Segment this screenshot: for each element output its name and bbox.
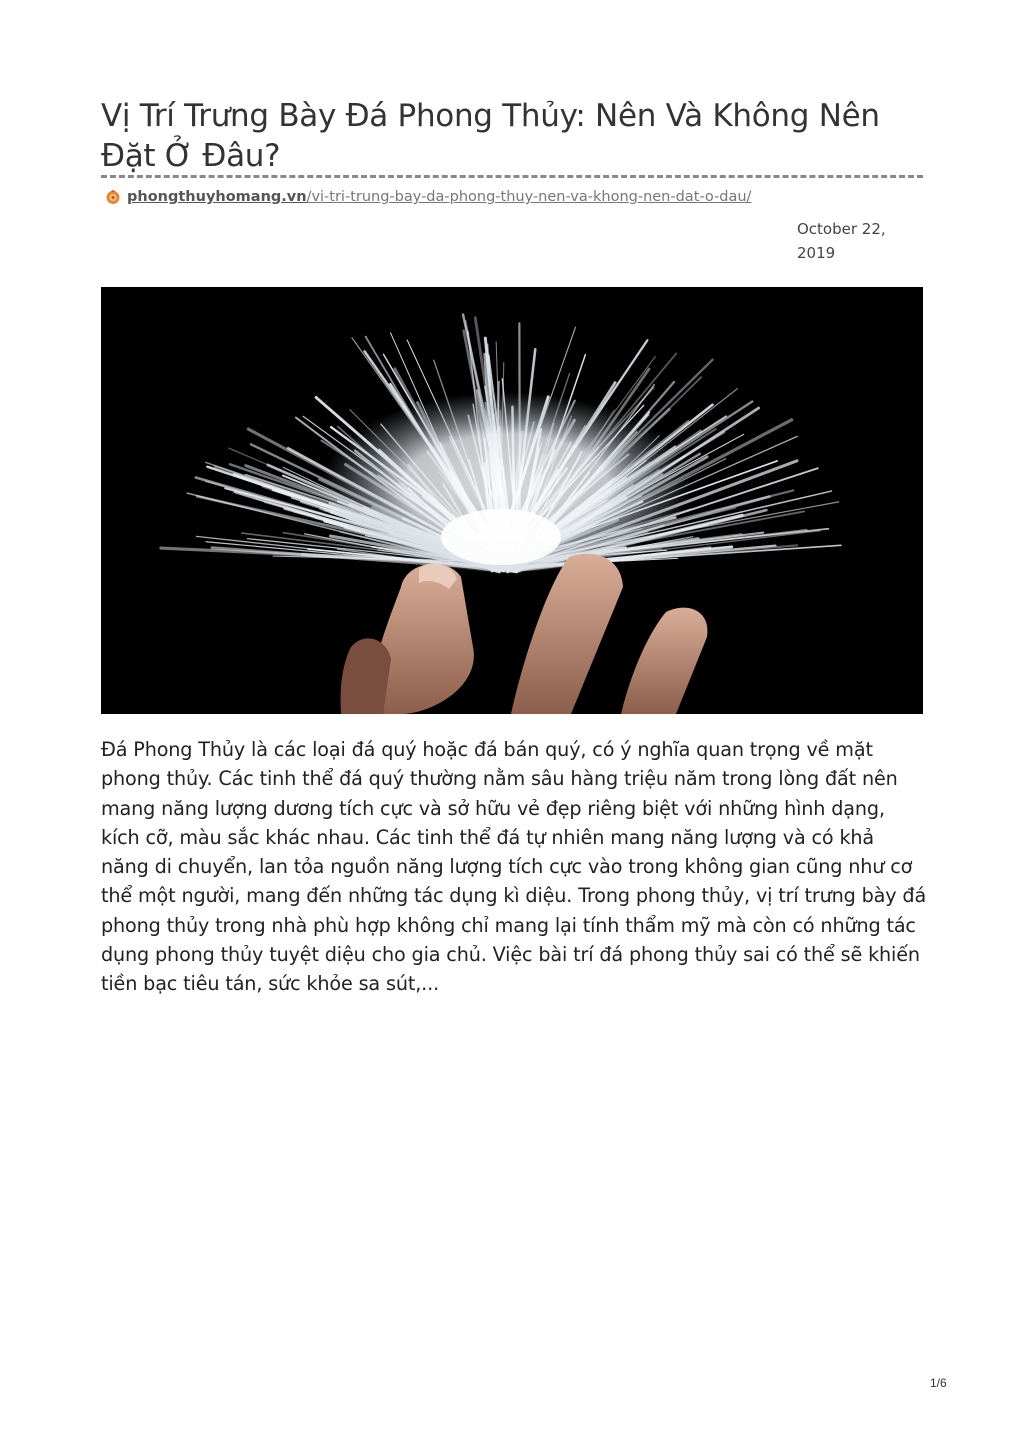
source-link[interactable] bbox=[105, 185, 925, 209]
site-favicon-icon bbox=[105, 189, 121, 205]
source-path-link[interactable]: /vi-tri-trung-bay-da-phong-thuy-nen-va-khong-nen-dat-o-dau/ bbox=[306, 189, 752, 205]
title-divider bbox=[101, 175, 923, 178]
source-domain-link[interactable]: phongthuyhomang.vn bbox=[127, 189, 307, 205]
article-body: Đá Phong Thủy là các loại đá quý hoặc đá bán quý, có ý nghĩa quan trọng về mặt phong thủy. Các tinh thể đá quý thường nằm sâu hàng triệu năm trong lòng đất nên mang năng lượng dương tích cực và sở hữu vẻ đẹp riêng biệt với những hình dạng, kích cỡ, màu sắc khác nhau. Các tinh thể đá tự nhiên mang năng lượng và có khả năng di chuyển, lan tỏa nguồn năng lượng tích cực vào trong không gian cũng như cơ thể một người, mang đến những tác dụng kì diệu. Trong phong thủy, vị trí trưng bày đá phong thủy trong nhà phù hợp không chỉ mang lại tính thẩm mỹ mà còn có những tác dụng phong thủy tuyệt diệu cho gia chủ. Việc bài trí đá phong thủy sai có thể sẽ khiến tiền bạc tiêu tán, sức khỏe sa sút,... bbox=[101, 738, 927, 996]
article-title: Vị Trí Trưng Bày Đá Phong Thủy: Nên Và Không Nên Đặt Ở Đâu? bbox=[101, 98, 880, 174]
page-number: 1/6 bbox=[930, 1376, 947, 1390]
crystal-photo bbox=[101, 287, 923, 714]
publish-date: October 22, 2019 bbox=[797, 220, 886, 262]
